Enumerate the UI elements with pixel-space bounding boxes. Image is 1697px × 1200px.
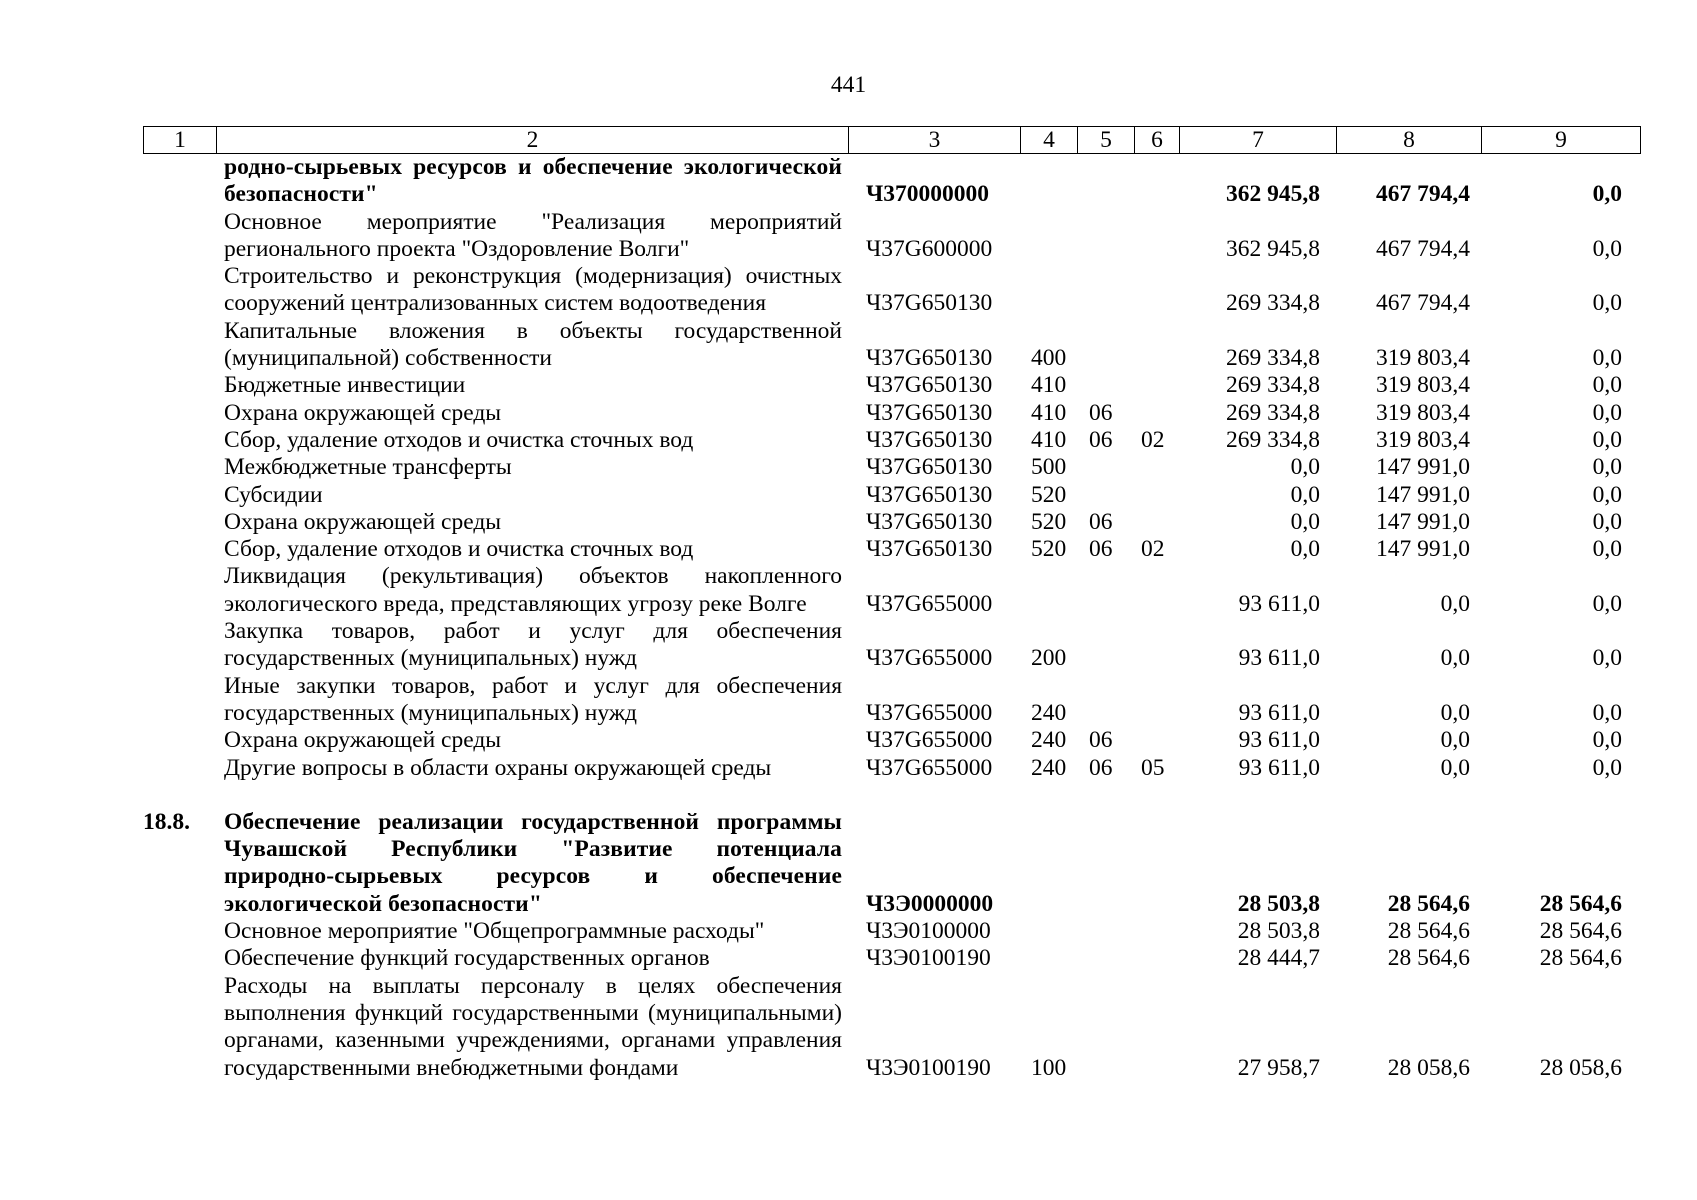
row-code: Ч3Э0000000 <box>866 890 994 917</box>
row-value-col8: 319 803,4 <box>1376 372 1470 399</box>
row-name: Другие вопросы в области охраны окружающей среды <box>224 754 772 781</box>
row-name: Сбор, удаление отходов и очистка сточных вод <box>224 536 694 563</box>
row-value-col9: 28 564,6 <box>1539 918 1622 945</box>
row-value-col8: 0,0 <box>1440 727 1470 754</box>
table-row <box>0 154 1697 209</box>
row-name: Строительство и реконструкция (модернизация) очистных сооружений централизованных систем водоотведения <box>224 263 842 317</box>
row-value-col7: 0,0 <box>1290 536 1320 563</box>
row-value-col7: 269 334,8 <box>1226 290 1320 317</box>
table-row <box>0 809 1697 918</box>
row-name: Обеспечение реализации государственной программы Чувашской Республики "Развитие потенциала природно-сырьевых ресурсов и обеспечение экологической безопасности" <box>224 808 842 917</box>
column-header-4: 4 <box>1021 127 1078 154</box>
row-name: Обеспечение функций государственных органов <box>224 945 710 972</box>
row-col5: 06 <box>1089 536 1113 563</box>
row-code: Ч37G650130 <box>866 345 993 372</box>
row-code: Ч37G650130 <box>866 481 993 508</box>
table-row <box>0 563 1697 618</box>
table-row <box>0 918 1697 945</box>
row-value-col8: 0,0 <box>1440 754 1470 781</box>
row-name: Закупка товаров, работ и услуг для обеспечения государственных (муниципальных) нужд <box>224 618 842 672</box>
row-value-col7: 269 334,8 <box>1226 345 1320 372</box>
row-code: Ч37G655000 <box>866 590 993 617</box>
row-value-col8: 147 991,0 <box>1376 481 1470 508</box>
row-name: Охрана окружающей среды <box>224 727 502 754</box>
row-name: Охрана окружающей среды <box>224 399 502 426</box>
table-row <box>0 482 1697 509</box>
row-value-col9: 0,0 <box>1592 754 1622 781</box>
row-col4: 410 <box>1031 426 1067 453</box>
row-value-col9: 0,0 <box>1592 590 1622 617</box>
row-code: Ч3Э0100000 <box>866 918 991 945</box>
row-code: Ч37G650130 <box>866 290 993 317</box>
row-col4: 520 <box>1031 508 1067 535</box>
row-col5: 06 <box>1089 508 1113 535</box>
table-row <box>0 755 1697 782</box>
row-value-col9: 0,0 <box>1592 454 1622 481</box>
row-code: Ч37G655000 <box>866 754 993 781</box>
row-value-col9: 0,0 <box>1592 181 1622 208</box>
table-row <box>0 673 1697 728</box>
row-col4: 100 <box>1031 1054 1067 1081</box>
row-code: Ч37G655000 <box>866 727 993 754</box>
row-code: Ч37G655000 <box>866 645 993 672</box>
row-code: Ч37G650130 <box>866 399 993 426</box>
row-value-col9: 28 564,6 <box>1539 890 1622 917</box>
row-code: Ч37G650130 <box>866 426 993 453</box>
row-value-col9: 28 058,6 <box>1539 1054 1622 1081</box>
row-code: Ч3Э0100190 <box>866 1054 991 1081</box>
row-value-col8: 467 794,4 <box>1376 290 1470 317</box>
row-value-col7: 93 611,0 <box>1238 590 1320 617</box>
row-value-col7: 362 945,8 <box>1226 235 1320 262</box>
row-name: Капитальные вложения в объекты государственной (муниципальной) собственности <box>224 317 842 372</box>
row-col4: 520 <box>1031 536 1067 563</box>
row-name: Расходы на выплаты персоналу в целях обеспечения выполнения функций государственными (муниципальными) органами, казенными учреждениями, органами управления государственными внебюджетными фондами <box>224 972 842 1081</box>
row-value-col8: 0,0 <box>1440 699 1470 726</box>
column-header-row <box>144 127 1641 154</box>
row-value-col9: 0,0 <box>1592 699 1622 726</box>
row-name: родно-сырьевых ресурсов и обеспечение экологической безопасности" <box>224 154 842 208</box>
row-code: Ч3Э0100190 <box>866 945 991 972</box>
row-code: Ч37G650130 <box>866 454 993 481</box>
row-value-col8: 28 564,6 <box>1387 890 1470 917</box>
row-value-col7: 93 611,0 <box>1238 727 1320 754</box>
row-value-col7: 269 334,8 <box>1226 426 1320 453</box>
row-name: Межбюджетные трансферты <box>224 454 512 481</box>
row-value-col9: 28 564,6 <box>1539 945 1622 972</box>
table-row <box>0 372 1697 399</box>
row-value-col7: 269 334,8 <box>1226 372 1320 399</box>
table-row <box>0 400 1697 427</box>
column-header-table <box>143 126 1641 154</box>
row-value-col7: 0,0 <box>1290 454 1320 481</box>
row-col4: 240 <box>1031 727 1067 754</box>
row-value-col8: 147 991,0 <box>1376 508 1470 535</box>
row-col4: 240 <box>1031 699 1067 726</box>
row-value-col8: 147 991,0 <box>1376 454 1470 481</box>
table-row <box>0 536 1697 563</box>
row-value-col9: 0,0 <box>1592 536 1622 563</box>
row-value-col8: 28 564,6 <box>1387 918 1470 945</box>
row-code: Ч37G650130 <box>866 372 993 399</box>
row-name: Иные закупки товаров, работ и услуг для обеспечения государственных (муниципальных) нужд <box>224 672 842 726</box>
row-name: Основное мероприятие "Реализация мероприятий регионального проекта "Оздоровление Волги" <box>224 208 842 262</box>
row-col5: 06 <box>1089 754 1113 781</box>
row-name: Субсидии <box>224 481 323 508</box>
row-value-col7: 362 945,8 <box>1226 181 1320 208</box>
row-value-col7: 0,0 <box>1290 508 1320 535</box>
table-row <box>0 263 1697 318</box>
row-value-col7: 28 503,8 <box>1237 890 1320 917</box>
row-value-col8: 319 803,4 <box>1376 399 1470 426</box>
row-col4: 240 <box>1031 754 1067 781</box>
row-name: Сбор, удаление отходов и очистка сточных вод <box>224 426 694 453</box>
row-code: Ч37G650130 <box>866 536 993 563</box>
row-name: Бюджетные инвестиции <box>224 372 466 399</box>
column-header-1: 1 <box>144 127 217 154</box>
table-row <box>0 454 1697 481</box>
row-col6: 02 <box>1141 426 1165 453</box>
row-value-col9: 0,0 <box>1592 345 1622 372</box>
row-col5: 06 <box>1089 426 1113 453</box>
column-header-9: 9 <box>1482 127 1641 154</box>
row-col4: 200 <box>1031 645 1067 672</box>
column-header-8: 8 <box>1337 127 1482 154</box>
row-value-col8: 467 794,4 <box>1376 181 1470 208</box>
row-col4: 410 <box>1031 399 1067 426</box>
row-value-col7: 28 444,7 <box>1237 945 1320 972</box>
row-value-col8: 319 803,4 <box>1376 345 1470 372</box>
row-col4: 400 <box>1031 345 1067 372</box>
row-code: Ч37G650130 <box>866 508 993 535</box>
table-row <box>0 973 1697 1082</box>
page-number: 441 <box>830 72 867 98</box>
row-value-col8: 0,0 <box>1440 590 1470 617</box>
table-row <box>0 209 1697 264</box>
row-name: Охрана окружающей среды <box>224 508 502 535</box>
row-col6: 05 <box>1141 754 1165 781</box>
row-value-col9: 0,0 <box>1592 290 1622 317</box>
column-header-6: 6 <box>1135 127 1180 154</box>
row-value-col8: 0,0 <box>1440 645 1470 672</box>
table-row <box>0 618 1697 673</box>
row-name: Ликвидация (рекультивация) объектов накопленного экологического вреда, представляющих угрозу реке Волге <box>224 563 842 617</box>
column-header-5: 5 <box>1078 127 1135 154</box>
row-col5: 06 <box>1089 727 1113 754</box>
row-value-col7: 0,0 <box>1290 481 1320 508</box>
row-value-col9: 0,0 <box>1592 399 1622 426</box>
row-number: 18.8. <box>143 808 190 835</box>
row-value-col7: 27 958,7 <box>1237 1054 1320 1081</box>
row-col4: 410 <box>1031 372 1067 399</box>
row-col4: 500 <box>1031 454 1067 481</box>
row-value-col9: 0,0 <box>1592 235 1622 262</box>
row-value-col9: 0,0 <box>1592 508 1622 535</box>
column-header-3: 3 <box>849 127 1021 154</box>
row-col4: 520 <box>1031 481 1067 508</box>
row-value-col7: 28 503,8 <box>1237 918 1320 945</box>
budget-table-body <box>0 154 1697 1082</box>
table-row <box>0 945 1697 972</box>
row-value-col8: 319 803,4 <box>1376 426 1470 453</box>
row-value-col7: 93 611,0 <box>1238 699 1320 726</box>
row-value-col8: 28 058,6 <box>1387 1054 1470 1081</box>
row-value-col9: 0,0 <box>1592 426 1622 453</box>
row-value-col7: 93 611,0 <box>1238 754 1320 781</box>
row-value-col8: 147 991,0 <box>1376 536 1470 563</box>
table-row <box>0 318 1697 373</box>
row-value-col9: 0,0 <box>1592 372 1622 399</box>
row-value-col9: 0,0 <box>1592 727 1622 754</box>
row-value-col9: 0,0 <box>1592 645 1622 672</box>
table-row <box>0 509 1697 536</box>
row-code: Ч37G600000 <box>866 235 993 262</box>
row-code: Ч370000000 <box>866 181 989 208</box>
row-value-col9: 0,0 <box>1592 481 1622 508</box>
row-code: Ч37G655000 <box>866 699 993 726</box>
column-header-2: 2 <box>217 127 849 154</box>
table-row <box>0 727 1697 754</box>
row-value-col7: 269 334,8 <box>1226 399 1320 426</box>
row-col5: 06 <box>1089 399 1113 426</box>
table-row <box>0 427 1697 454</box>
row-value-col8: 467 794,4 <box>1376 235 1470 262</box>
row-value-col8: 28 564,6 <box>1387 945 1470 972</box>
row-value-col7: 93 611,0 <box>1238 645 1320 672</box>
row-col6: 02 <box>1141 536 1165 563</box>
row-name: Основное мероприятие "Общепрограммные расходы" <box>224 918 765 945</box>
column-header-7: 7 <box>1180 127 1337 154</box>
